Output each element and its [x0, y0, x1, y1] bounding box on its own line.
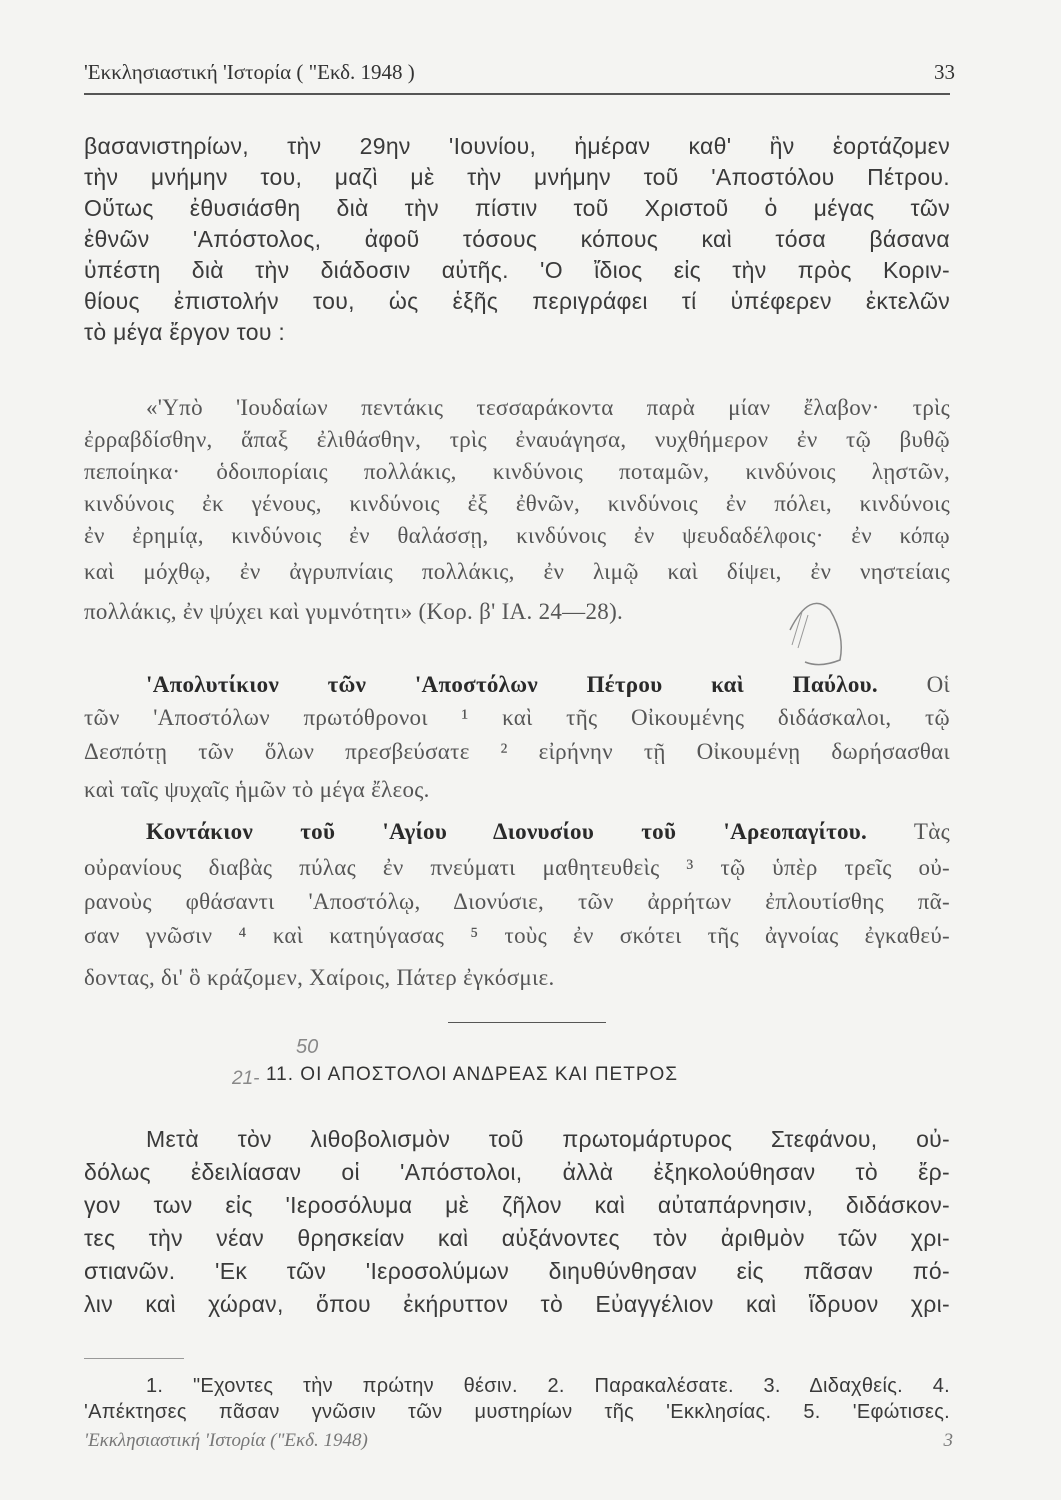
section-number: 11. [266, 1064, 295, 1085]
paragraph-line: δόλως ἐδειλίασαν οἱ 'Απόστολοι, ἀλλὰ ἐξηκολούθησαν τὸ ἔρ- [84, 1159, 950, 1185]
footer-signature: 3 [943, 1430, 953, 1451]
pencil-circle-mark [780, 590, 850, 670]
paragraph-line: τες τὴν νέαν θρησκείαν καὶ αὐξάνοντες τὸν ἀριθμὸν τῶν χρι- [84, 1225, 950, 1251]
paragraph-line: ὑπέστη διὰ τὴν διάδοσιν αὐτῆς. 'Ο ἴδιος εἰς τὴν πρὸς Κοριν- [84, 257, 950, 283]
quote-line: πολλάκις, ἐν ψύχει καὶ γυμνότητι» (Κορ. β' ΙΑ. 24—28). [84, 599, 624, 624]
quote-line: καὶ μόχθῳ, ἐν ἀγρυπνίαις πολλάκις, ἐν λιμῷ καὶ δίψει, ἐν νηστείαις [84, 559, 950, 584]
section-heading [266, 1064, 678, 1086]
footnote-rule [84, 1358, 184, 1359]
header-rule [84, 93, 950, 95]
footnote-line: 'Απέκτησες πᾶσαν γνῶσιν τῶν μυστηρίων τῆς 'Εκκλησίας. 5. 'Εφώτισες. [84, 1401, 950, 1423]
paragraph-line: Οὕτως ἐθυσιάσθη διὰ τὴν πίστιν τοῦ Χριστοῦ ὁ μέγας τῶν [84, 195, 950, 221]
kontakion-line: οὐρανίους διαβὰς πύλας ἐν πνεύματι μαθητευθεὶς ³ τῷ ὑπὲρ τρεῖς οὐ- [84, 855, 950, 880]
section-title: ΟΙ ΑΠΟΣΤΟΛΟΙ ΑΝΔΡΕΑΣ ΚΑΙ ΠΕΤΡΟΣ [300, 1064, 679, 1085]
apolytikion-line: καὶ ταῖς ψυχαῖς ἡμῶν τὸ μέγα ἔλεος. [84, 777, 430, 802]
paragraph-line: βασανιστηρίων, τὴν 29ην 'Ιουνίου, ἡμέραν καθ' ἣν ἑορτάζομεν [84, 133, 950, 159]
paragraph-line: θίους ἐπιστολήν του, ὡς ἑξῆς περιγράφει τί ὑπέφερεν ἐκτελῶν [84, 288, 950, 314]
kontakion-line: σαν γνῶσιν ⁴ καὶ κατηύγασας ⁵ τοὺς ἐν σκότει τῆς ἀγνοίας ἐγκαθεύ- [84, 923, 950, 948]
kontakion-title: Κοντάκιον τοῦ 'Αγίου Διονυσίου τοῦ 'Αρεοπαγίτου. [146, 819, 868, 844]
running-header: 'Εκκλησιαστική 'Ιστορία ( "Εκδ. 1948 ) [84, 60, 415, 84]
paragraph-line: λιν καὶ χώραν, ὅπου ἐκήρυττον τὸ Εὐαγγέλιον καὶ ἵδρυον χρι- [84, 1291, 950, 1317]
paragraph-line: ἐθνῶν 'Απόστολος, ἀφοῦ τόσους κόπους καὶ τόσα βάσανα [84, 226, 950, 252]
kontakion-line: δοντας, δι' ὃ κράζομεν, Χαίροις, Πάτερ ἐγκόσμιε. [84, 965, 555, 990]
paragraph-line: Μετὰ τὸν λιθοβολισμὸν τοῦ πρωτομάρτυρος Στεφάνου, οὐ- [146, 1126, 950, 1152]
pencil-note-left: 21- [232, 1068, 260, 1089]
footnote-line: 1. "Εχοντες τὴν πρώτην θέσιν. 2. Παρακαλέσατε. 3. Διδαχθείς. 4. [146, 1375, 950, 1397]
apolytikion-line: Δεσπότῃ τῶν ὅλων πρεσβεύσατε ² εἰρήνην τῇ Οἰκουμένῃ δωρήσασθαι [84, 739, 950, 764]
apolytikion-title-line [146, 671, 950, 699]
section-divider [448, 1022, 606, 1023]
kontakion-title-line [146, 818, 950, 846]
paragraph-line: στιανῶν. 'Εκ τῶν 'Ιεροσολύμων διηυθύνθησαν εἰς πᾶσαν πό- [84, 1258, 950, 1284]
pencil-note-top: 50 [296, 1036, 319, 1058]
quote-line: κινδύνοις ἐκ γένους, κινδύνοις ἐξ ἐθνῶν, κινδύνοις ἐν πόλει, κινδύνοις [84, 491, 950, 516]
kontakion-first-words: Τὰς [913, 819, 950, 844]
quote-line: ἐρραβδίσθην, ἅπαξ ἐλιθάσθην, τρὶς ἐναυάγησα, νυχθήμερον ἐν τῷ βυθῷ [84, 427, 950, 452]
apolytikion-first-words: Οἱ [926, 672, 950, 697]
paragraph-line: γον των εἰς 'Ιεροσόλυμα μὲ ζῆλον καὶ αὐταπάρνησιν, διδάσκον- [84, 1192, 950, 1218]
apolytikion-title: 'Απολυτίκιον τῶν 'Αποστόλων Πέτρου καὶ Παύλου. [146, 672, 878, 697]
paragraph-line: τὴν μνήμην του, μαζὶ μὲ τὴν μνήμην τοῦ 'Αποστόλου Πέτρου. [84, 164, 950, 190]
quote-line: «'Υπὸ 'Ιουδαίων πεντάκις τεσσαράκοντα παρὰ μίαν ἔλαβον· τρὶς [146, 395, 950, 420]
quote-line: πεποίηκα· ὁδοιπορίαις πολλάκις, κινδύνοις ποταμῶν, κινδύνοις λῃστῶν, [84, 459, 950, 484]
quote-line: ἐν ἐρημίᾳ, κινδύνοις ἐν θαλάσσῃ, κινδύνοις ἐν ψευδαδέλφοις· ἐν κόπῳ [84, 523, 950, 548]
kontakion-line: ρανοὺς φθάσαντι 'Αποστόλῳ, Διονύσιε, τῶν ἀρρήτων ἐπλουτίσθης πᾶ- [84, 889, 950, 914]
page-number: 33 [934, 60, 955, 84]
paragraph-line: τὸ μέγα ἔργον του : [84, 319, 286, 345]
apolytikion-line: τῶν 'Αποστόλων πρωτόθρονοι ¹ καὶ τῆς Οἰκουμένης διδάσκαλοι, τῷ [84, 705, 950, 730]
footer-title: 'Εκκλησιαστική 'Ιστορία ("Εκδ. 1948) [84, 1430, 368, 1451]
